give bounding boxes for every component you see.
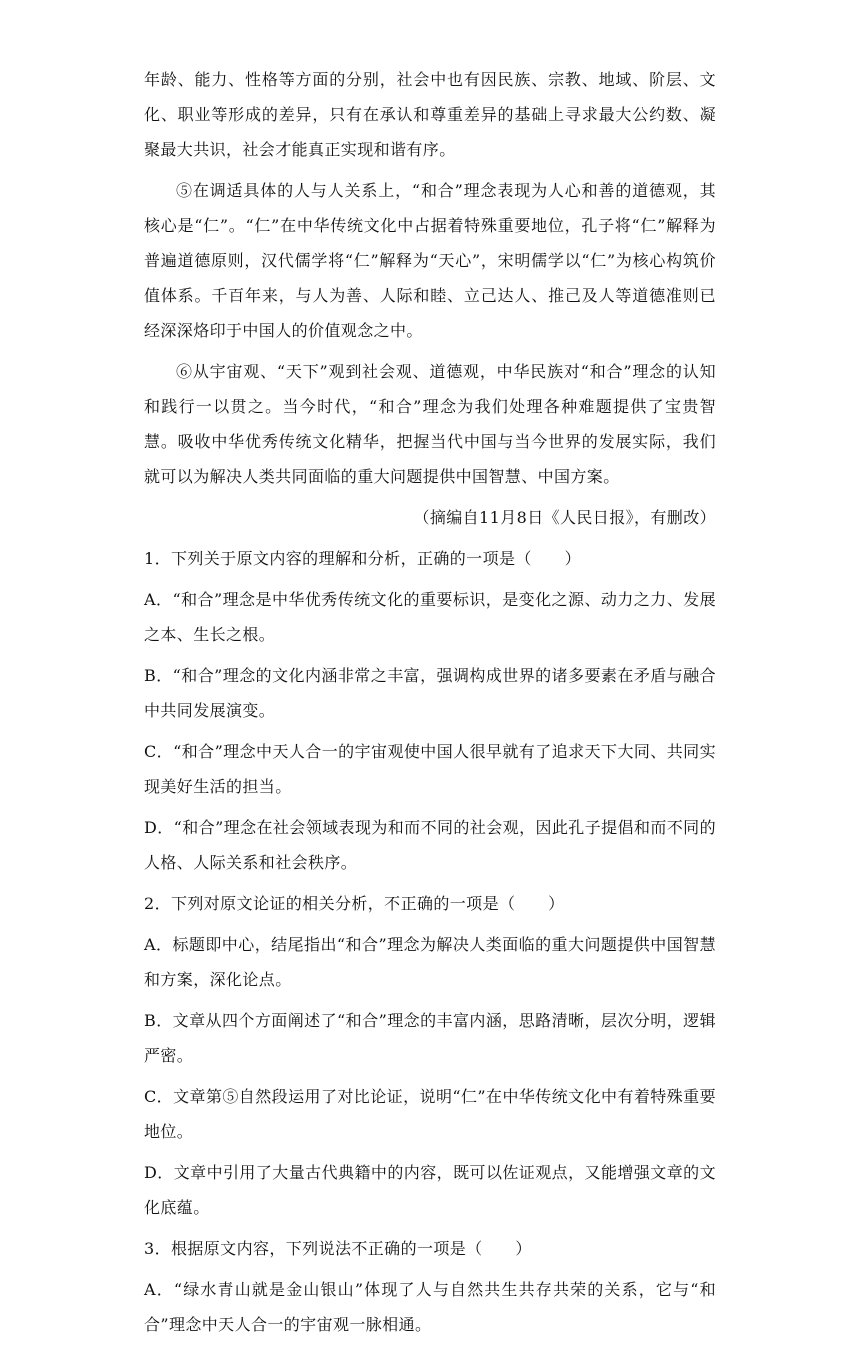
question-2 [144,886,716,1225]
article-source-citation: （摘编自11月8日《人民日报》，有删改） [413,508,716,527]
option-c: C．“和合”理念中天人合一的宇宙观使中国人很早就有了追求天下大同、共同实现美好生活的担当。 [144,742,716,796]
question-stem: 3．根据原文内容，下列说法不正确的一项是（ ） [144,1239,532,1258]
article-paragraph-continued: 年龄、能力、性格等方面的分别，社会中也有因民族、宗教、地域、阶层、文化、职业等形成的差异，只有在承认和尊重差异的基础上寻求最大公约数、凝聚最大共识，社会才能真正实现和谐有序。 [144,70,716,159]
question-3 [144,1231,716,1342]
question-stem: 2．下列对原文论证的相关分析，不正确的一项是（ ） [144,894,565,913]
option-b: B．文章从四个方面阐述了“和合”理念的丰富内涵，思路清晰，层次分明，逻辑严密。 [144,1011,716,1065]
option-d: D．“和合”理念在社会领域表现为和而不同的社会观，因此孔子提倡和而不同的人格、人际关系和社会秩序。 [144,818,716,872]
option-c: C．文章第⑤自然段运用了对比论证，说明“仁”在中华传统文化中有着特殊重要地位。 [144,1087,716,1141]
option-b: B．“和合”理念的文化内涵非常之丰富，强调构成世界的诸多要素在矛盾与融合中共同发展演变。 [144,666,716,720]
article-paragraph-5: ⑤在调适具体的人与人关系上，“和合”理念表现为人心和善的道德观，其核心是“仁”。“仁”在中华传统文化中占据着特殊重要地位，孔子将“仁”解释为普遍道德原则，汉代儒学将“仁”解释为“天心”，宋明儒学以“仁”为核心构筑价值体系。千百年来，与人为善、人际和睦、立己达人、推己及人等道德准则已经深深烙印于中国人的价值观念之中。 [144,181,716,340]
option-d: D．文章中引用了大量古代典籍中的内容，既可以佐证观点，又能增强文章的文化底蕴。 [144,1163,716,1217]
option-a: A．标题即中心，结尾指出“和合”理念为解决人类面临的重大问题提供中国智慧和方案，深化论点。 [144,935,716,989]
option-a: A．“和合”理念是中华优秀传统文化的重要标识，是变化之源、动力之力、发展之本、生长之根。 [144,590,716,644]
question-1 [144,541,716,880]
question-stem: 1．下列关于原文内容的理解和分析，正确的一项是（ ） [144,549,581,568]
document-content [144,62,716,1348]
option-a: A．“绿水青山就是金山银山”体现了人与自然共生共存共荣的关系，它与“和合”理念中天人合一的宇宙观一脉相通。 [144,1280,716,1334]
article-paragraph-6: ⑥从宇宙观、“天下”观到社会观、道德观，中华民族对“和合”理念的认知和践行一以贯之。当今时代，“和合”理念为我们处理各种难题提供了宝贵智慧。吸收中华优秀传统文化精华，把握当代中国与当今世界的发展实际，我们就可以为解决人类共同面临的重大问题提供中国智慧、中国方案。 [144,362,716,486]
